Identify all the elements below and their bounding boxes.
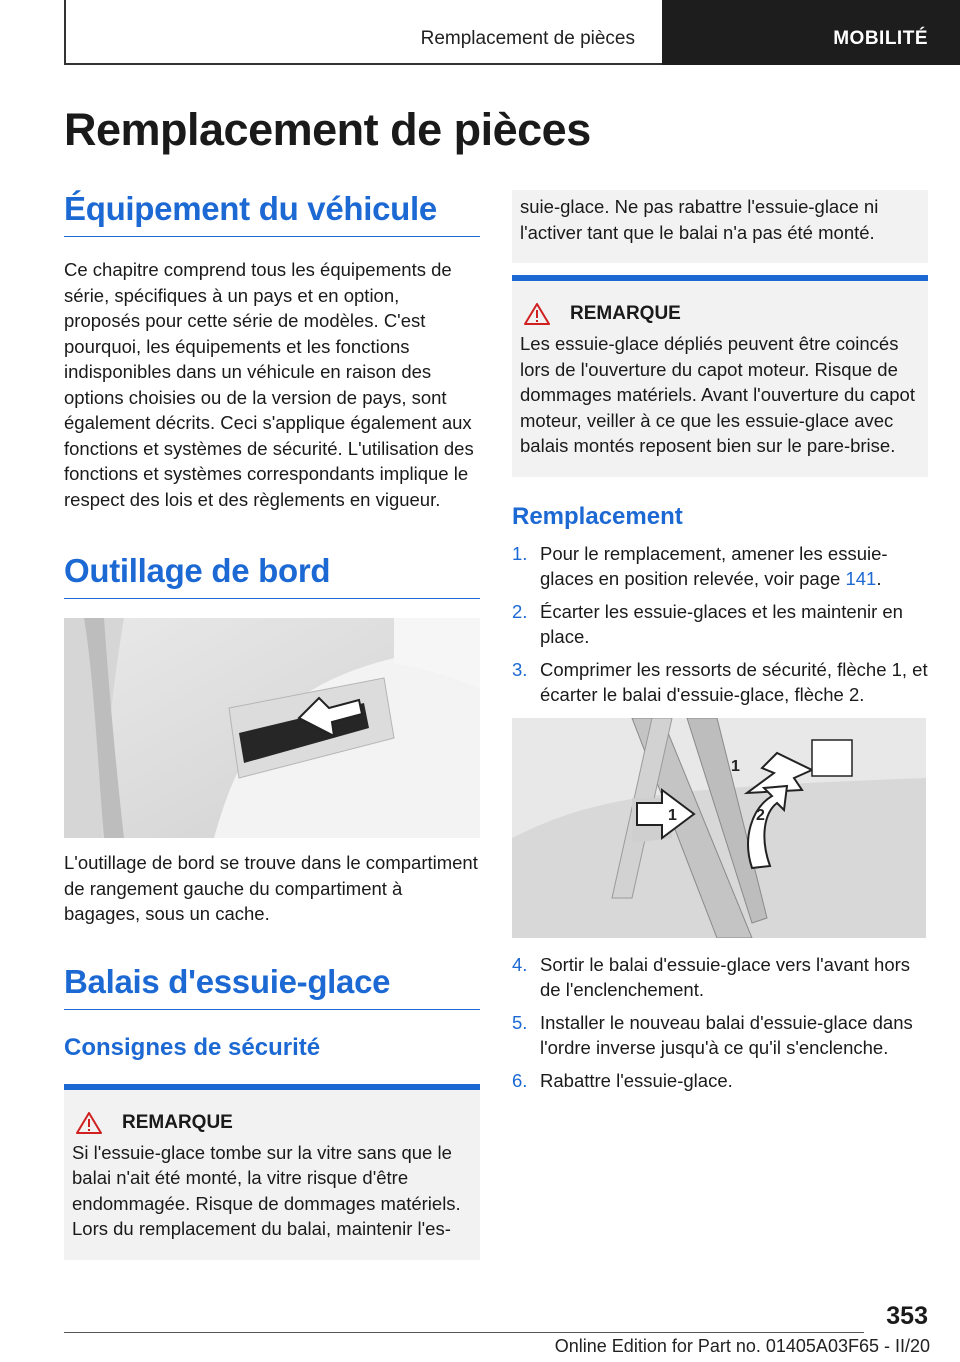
heading-equipment: Équipement du véhicule [64, 190, 480, 237]
step-number: 3. [512, 658, 528, 680]
notice-1-header [72, 1112, 472, 1134]
warning-triangle-icon [76, 1112, 102, 1134]
steps-list-b [512, 952, 928, 1094]
step-item [512, 657, 928, 708]
step-number: 2. [512, 600, 528, 622]
step-number: 5. [512, 1011, 528, 1033]
toolkit-text: L'outillage de bord se trouve dans le compartiment de rangement gauche du compartiment à bagages, sous un cache. [64, 852, 478, 924]
header-section-title: Remplacement de pièces [420, 28, 635, 49]
toolkit-image [64, 618, 480, 838]
footer-edition: Online Edition for Part no. 01405A03F65 - II/20 [554, 1336, 930, 1356]
header-chapter-label: MOBILITÉ [833, 28, 928, 49]
step-item [512, 599, 928, 650]
notice-box-2 [512, 275, 928, 477]
notice-box-1 [64, 1084, 480, 1260]
step-item [512, 952, 928, 1003]
heading-toolkit: Outillage de bord [64, 552, 480, 599]
steps-list-a [512, 541, 928, 708]
heading-replacement: Remplacement [512, 502, 683, 530]
header-chapter-tab [662, 0, 960, 65]
left-column [64, 190, 480, 1260]
step-text: Sortir le balai d'essuie-glace vers l'avant hors de l'enclenchement. [540, 953, 911, 1000]
heading-wiper-blades: Balais d'essuie-glace [64, 963, 480, 1010]
notice-2-header [520, 303, 920, 325]
step-number: 4. [512, 953, 528, 975]
page-number: 353 [886, 1302, 928, 1330]
heading-safety: Consignes de sécurité [64, 1033, 321, 1061]
equipment-text: Ce chapitre comprend tous les équipements de série, spécifiques à un pays et en option, proposés pour cette série de modèles. C'est pourquoi, les équipements et les fonctions indisponibles dans un véhicule en raison des options choisies ou de la version de pays, sont également décrits. Ceci s'applique également aux fonctions et systèmes de sécurité. L'utilisation des fonctions et systèmes correspondants implique le respect des lois et des règlements en vigueur. [64, 259, 474, 510]
toolkit-photo [64, 618, 480, 838]
page-title: Remplacement de pièces [64, 104, 591, 155]
notice-1-text-continued: suie-glace. Ne pas rabattre l'essuie-glace ni l'activer tant que le balai n'a pas été monté. [520, 196, 879, 243]
step-text: Rabattre l'essuie-glace. [540, 1069, 733, 1091]
figure-label: 1 [731, 757, 740, 775]
header-rule [64, 63, 662, 65]
right-column [512, 190, 928, 1100]
step-text: Comprimer les ressorts de sécurité, flèche 1, et écarter le balai d'essuie-glace, flèche 2. [540, 658, 928, 705]
step-text: Écarter les essuie-glaces et les maintenir en place. [540, 600, 903, 647]
figure-label: 2 [756, 806, 765, 824]
notice-2-text: Les essuie-glace dépliés peuvent être coincés lors de l'ouverture du capot moteur. Risque de dommages matériels. Avant l'ouverture du capot moteur, veiller à ce que les essuie-glace avec balais montés reposent bien sur le pare-brise. [520, 333, 915, 456]
figure-label: 1 [668, 806, 677, 824]
notice-1-title: REMARQUE [122, 1111, 233, 1133]
step-item [512, 1010, 928, 1061]
step-item [512, 1068, 928, 1094]
notice-box-1-continued [512, 190, 928, 263]
wiper-image [512, 718, 926, 938]
wiper-photo [512, 718, 926, 938]
footer-rule [64, 1332, 864, 1333]
step-item [512, 541, 928, 592]
step-number: 6. [512, 1069, 528, 1091]
notice-1-text: Si l'essuie-glace tombe sur la vitre sans que le balai n'ait été monté, la vitre risque d'être endommagée. Risque de dommages matériels. Lors du remplacement du balai, maintenir l'es- [72, 1141, 461, 1239]
step-text: Installer le nouveau balai d'essuie-glace dans l'ordre inverse jusqu'à ce qu'il s'enclenche. [540, 1011, 913, 1058]
header-left-rule [64, 0, 66, 64]
notice-2-title: REMARQUE [570, 303, 681, 324]
step-text: Pour le remplacement, amener les essuie-glaces en position relevée, voir page 141. [540, 542, 888, 589]
step-number: 1. [512, 542, 528, 564]
page-link[interactable]: 141 [845, 568, 877, 589]
warning-triangle-icon [524, 303, 550, 325]
